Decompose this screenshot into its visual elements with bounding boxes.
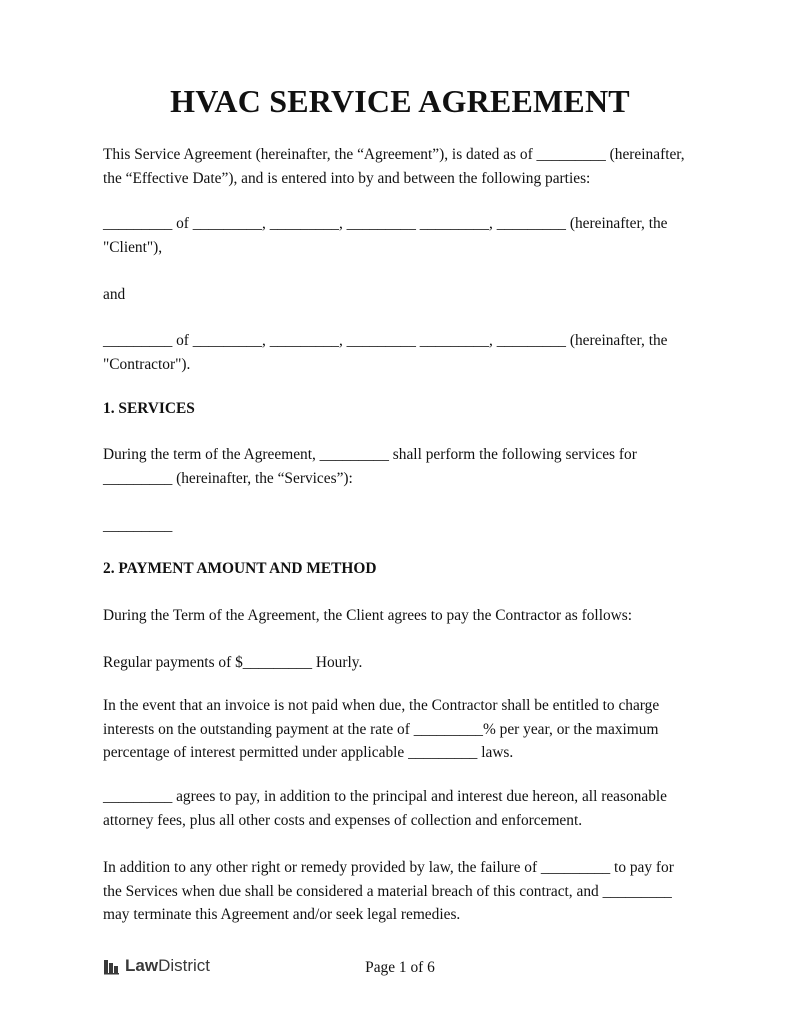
- regular-payments-paragraph: Regular payments of $_________ Hourly.: [103, 654, 363, 671]
- section-heading-payment: 2. PAYMENT AMOUNT AND METHOD: [103, 560, 377, 577]
- breach-paragraph: In addition to any other right or remedy provided by law, the failure of _________ to pay for the Services when due shall be considered a material breach of this contract, and _________ may terminate this Agreement and/or seek legal remedies.: [103, 859, 674, 923]
- and-paragraph: and: [103, 286, 126, 303]
- section-heading-services: 1. SERVICES: [103, 400, 195, 417]
- page-number: Page 1 of 6: [365, 959, 435, 976]
- logo-text-district: District: [158, 956, 211, 975]
- document-title: HVAC SERVICE AGREEMENT: [170, 83, 630, 119]
- late-interest-paragraph: In the event that an invoice is not paid when due, the Contractor shall be entitled to charge interests on the outstanding payment at the rate of _________% per year, or the maximum percentage of interest permitted under applicable _________ laws.: [103, 697, 660, 761]
- client-party-paragraph: _________ of _________, _________, _________ _________, _________ (hereinafter, the "Client"),: [103, 215, 668, 256]
- services-paragraph: During the term of the Agreement, _________ shall perform the following services for _________ (hereinafter, the “Services”):: [103, 446, 637, 487]
- logo-text-law: Law: [125, 956, 159, 975]
- services-blank: _________: [103, 517, 173, 534]
- intro-paragraph: This Service Agreement (hereinafter, the “Agreement”), is dated as of _________ (hereinafter, the “Effective Date”), and is entered into by and between the following parties:: [103, 146, 685, 187]
- payment-terms-paragraph: During the Term of the Agreement, the Client agrees to pay the Contractor as follows:: [103, 607, 633, 624]
- contractor-party-paragraph: _________ of _________, _________, _________ _________, _________ (hereinafter, the "Contractor").: [103, 332, 668, 373]
- attorney-fees-paragraph: _________ agrees to pay, in addition to the principal and interest due hereon, all reasonable attorney fees, plus all other costs and expenses of collection and enforcement.: [103, 788, 668, 829]
